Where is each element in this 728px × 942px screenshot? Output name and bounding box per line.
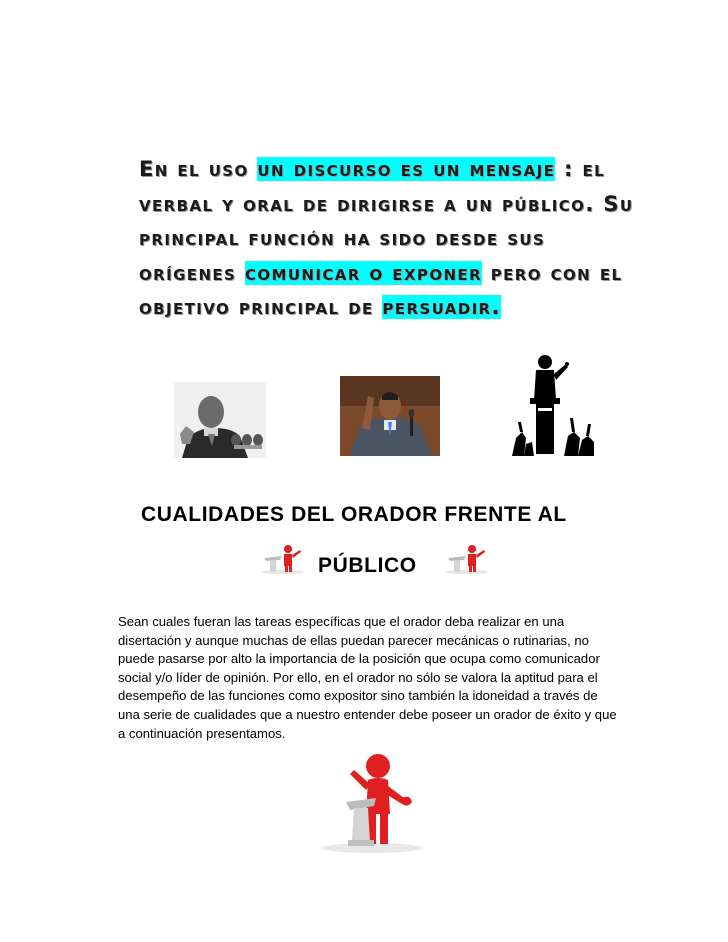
- intro-text: En el uso: [139, 157, 258, 181]
- intro-highlight-comunicar: comunicar o exponer: [244, 260, 483, 285]
- intro-highlight-discurso: un discurso es un mensaje: [257, 157, 556, 181]
- orator-podium-silhouette-icon: [512, 352, 594, 456]
- red-figure-at-lectern-icon: [442, 544, 490, 574]
- intro-paragraph: [139, 152, 649, 325]
- section-heading: CUALIDADES DEL ORADOR FRENTE AL: [141, 503, 567, 526]
- speaker-photo-microphone-icon: [340, 376, 440, 456]
- section-body-paragraph: Sean cuales fueran las tareas específicas que el orador deba realizar en una disertación y aunque muchas de ellas puedan parecer mecánicas o rutinarias, no puede pasarse por alto la importancia de la posición que ocupa como comunicador social y/o líder de opinión. Por ello, en el orador no sólo se valora la aptitud para el desempeño de las funciones como expositor sino también la idoneidad a través de una serie de cualidades que a nuestro entender debe poseer un orador de éxito y que a continuación presentamos.: [118, 614, 617, 741]
- red-figure-at-podium-icon: [318, 752, 426, 854]
- intro-text: : el verbal y oral de dirigirse a un público. Su principal función ha sido desde sus orígenes: [139, 157, 634, 285]
- red-figure-at-lectern-icon: [258, 544, 306, 574]
- speaker-photo-gesturing-icon: [174, 382, 266, 458]
- section-heading-continued: PÚBLICO: [318, 554, 417, 577]
- intro-highlight-persuadir: persuadir.: [382, 295, 501, 319]
- intro-text: pero con el objetivo principal de: [139, 260, 623, 319]
